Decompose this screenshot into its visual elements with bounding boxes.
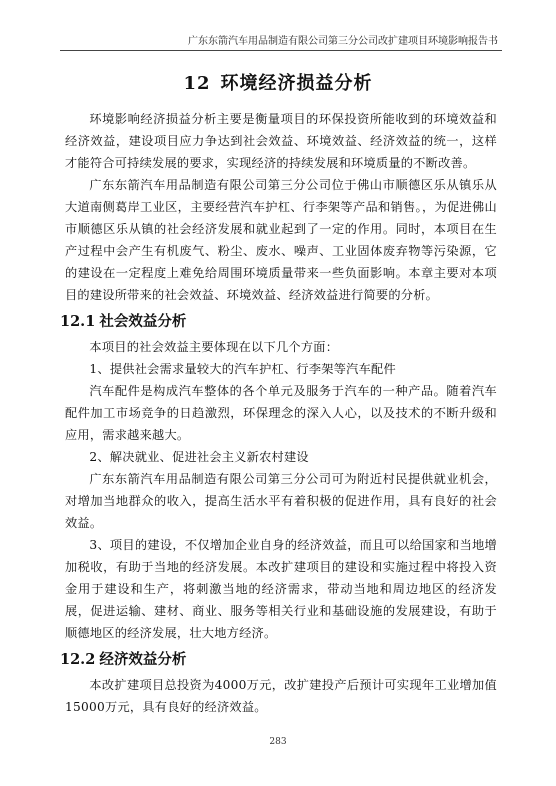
intro-paragraph: 广东东箭汽车用品制造有限公司第三分公司位于佛山市顺德区乐从镇乐从大道南侧葛岸工业区，主要经营汽车护杠、行李架等产品和销售。，为促进佛山市顺德区乐从镇的社会经济发展和就业起到了一定的作用。同时，本项目在生产过程中会产生有机废气、粉尘、废水、噪声、工业固体废弃物等污染源，它的建设在一定程度上难免给周围环境质量带来一些负面影响。本章主要对本项目的建设所带来的社会效益、环境效益、经济效益进行简要的分析。 xyxy=(65,178,497,302)
body-paragraph: 广东东箭汽车用品制造有限公司第三分公司可为附近村民提供就业机会，对增加当地群众的收入，提高生活水平有着积极的促进作用，具有良好的社会效益。 xyxy=(65,472,497,530)
list-item-heading: 2、解决就业、促进社会主义新农村建设 xyxy=(89,450,309,464)
body-paragraph: 本项目的社会效益主要体现在以下几个方面： xyxy=(89,340,339,354)
header-rule xyxy=(60,50,502,51)
intro-paragraph: 环境影响经济损益分析主要是衡量项目的环保投资所能收到的环境效益和经济效益，建设项目应力争达到社会效益、环境效益、经济效益的统一，这样才能符合可持续发展的要求，实现经济的持续发展和环境质量的不断改善。 xyxy=(65,112,497,170)
chapter-title-text: 环境经济损益分析 xyxy=(220,73,373,94)
chapter-title xyxy=(0,72,556,96)
section-number: 12.1 xyxy=(60,313,96,330)
page-number: 283 xyxy=(269,737,287,747)
running-header: 广东东箭汽车用品制造有限公司第三分公司改扩建项目环境影响报告书 xyxy=(188,36,498,47)
body-paragraph: 本改扩建项目总投资为4000万元，改扩建投产后预计可实现年工业增加值15000万元，具有良好的经济效益。 xyxy=(65,678,497,714)
chapter-number: 12 xyxy=(183,73,211,94)
section-heading-social xyxy=(60,310,497,334)
body-paragraph: 汽车配件是构成汽车整体的各个单元及服务于汽车的一种产品。随着汽车配件加工市场竞争的日趋激烈，环保理念的深入人心，以及技术的不断升级和应用，需求越来越大。 xyxy=(65,384,497,442)
body-content xyxy=(60,108,497,718)
section-number: 12.2 xyxy=(60,651,96,668)
section-title: 社会效益分析 xyxy=(99,313,187,330)
list-item-heading: 1、提供社会需求量较大的汽车护杠、行李架等汽车配件 xyxy=(89,362,396,376)
section-heading-economic xyxy=(60,648,497,672)
body-paragraph: 3、项目的建设，不仅增加企业自身的经济效益，而且可以给国家和当地增加税收，有助于当地的经济发展。本改扩建项目的建设和实施过程中将投入资金用于建设和生产，将刺激当地的经济需求，带动当地和周边地区的经济发展，促进运输、建材、商业、服务等相关行业和基础设施的发展建设，有助于顺德地区的经济发展，壮大地方经济。 xyxy=(65,538,497,640)
section-title: 经济效益分析 xyxy=(99,651,187,668)
